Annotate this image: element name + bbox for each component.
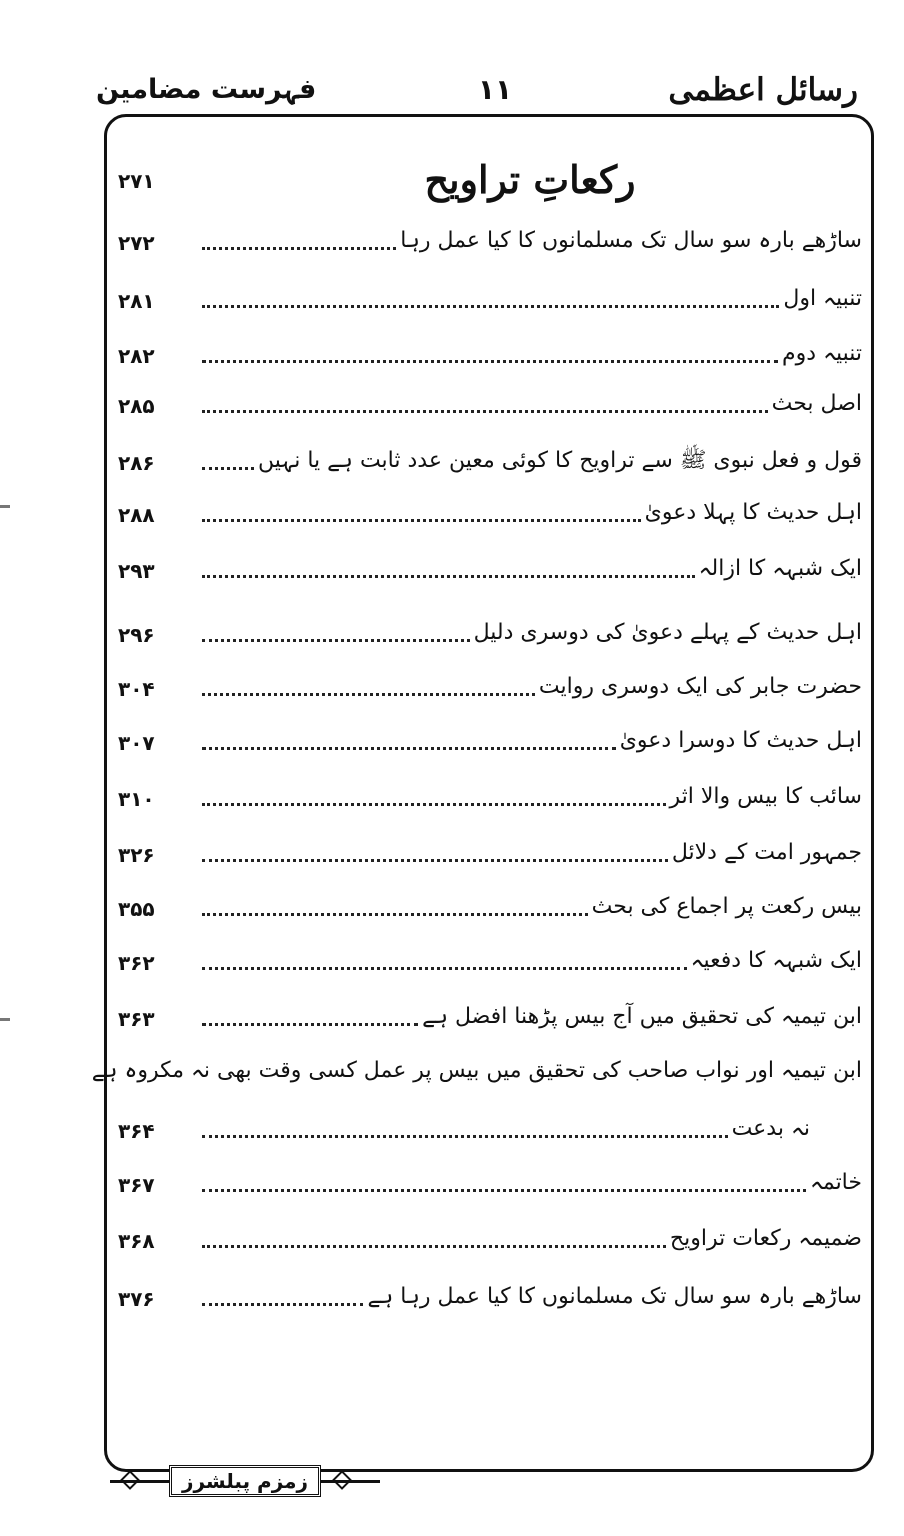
leader-dots — [202, 1189, 806, 1192]
toc-entry-page: ۲۸۵ — [118, 394, 155, 418]
toc-entry-text: ابن تیمیہ کی تحقیق میں آج بیس پڑھنا افضل ہے — [422, 1004, 862, 1029]
toc-entry-page: ۳۶۸ — [118, 1229, 155, 1253]
toc-entry-text: ایک شبہہ کا ازالہ — [698, 556, 862, 581]
toc-entry[interactable] — [112, 222, 862, 262]
header-contents-label: فہرست مضامین — [96, 74, 317, 105]
toc-entry-page: ۳۶۲ — [118, 951, 155, 975]
toc-entry[interactable] — [112, 668, 862, 708]
toc-entry-text: ساڑھے بارہ سو سال تک مسلمانوں کا کیا عمل رہا — [400, 228, 862, 253]
leader-dots — [202, 1245, 666, 1248]
leader-dots — [202, 639, 470, 642]
toc-entry-page: ۲۹۶ — [118, 623, 155, 647]
toc-entry-page: ۲۹۳ — [118, 559, 155, 583]
margin-tick — [0, 505, 10, 508]
leader-dots — [202, 410, 768, 413]
leader-dots — [202, 913, 588, 916]
leader-dots — [202, 803, 666, 806]
toc-entry-page: ۳۶۳ — [118, 1007, 155, 1031]
header-page-number: ۱۱ — [477, 73, 513, 106]
toc-entry[interactable] — [112, 834, 862, 874]
toc-entry-page: ۳۰۷ — [118, 731, 155, 755]
toc-entry-page: ۳۵۵ — [118, 897, 155, 921]
toc-entry[interactable] — [112, 385, 862, 425]
toc-entry[interactable] — [112, 550, 862, 590]
toc-entry-text: ضمیمہ رکعات تراویح — [669, 1226, 862, 1251]
toc-entry-page: ۳۱۰ — [118, 787, 155, 811]
toc-entry-text: تنبیہ اول — [783, 286, 862, 311]
toc-entry-page: ۳۶۴ — [118, 1119, 155, 1143]
leader-dots — [202, 747, 616, 750]
toc-entry-text: اہل حدیث کا دوسرا دعویٰ — [619, 728, 862, 753]
footer-ornament-right — [330, 1470, 354, 1490]
toc-entry-text: حضرت جابر کی ایک دوسری روایت — [538, 674, 862, 699]
toc-entry-page: ۲۸۱ — [118, 289, 155, 313]
header-book-title: رسائل اعظمی — [668, 72, 858, 108]
section-title: رکعاتِ تراویح — [424, 157, 636, 202]
toc-entry[interactable] — [112, 280, 862, 320]
leader-dots — [202, 693, 535, 696]
toc-entry[interactable] — [112, 942, 862, 982]
leader-dots — [202, 467, 254, 470]
toc-entry-page: ۲۸۲ — [118, 344, 155, 368]
toc-entry[interactable] — [112, 614, 862, 654]
toc-entry[interactable] — [112, 335, 862, 375]
toc-entry-page: ۳۷۶ — [118, 1287, 155, 1311]
toc-entry-text-line2: نہ بدعت — [731, 1116, 810, 1141]
toc-entry[interactable] — [112, 1164, 862, 1204]
toc-entry-text: قول و فعل نبوی ﷺ سے تراویح کا کوئی معین عدد ثابت ہے یا نہیں — [257, 448, 862, 473]
toc-entry-page: ۲۸۸ — [118, 503, 155, 527]
toc-entry-text: ایک شبہہ کا دفعیہ — [690, 948, 862, 973]
leader-dots — [202, 859, 668, 862]
toc-entry[interactable] — [112, 1220, 862, 1260]
toc-entry-text: بیس رکعت پر اجماع کی بحث — [591, 894, 862, 919]
toc-entry[interactable] — [112, 888, 862, 928]
publisher-name: زمزم پبلشرز — [169, 1465, 321, 1497]
publisher-footer — [150, 1464, 340, 1498]
leader-dots — [202, 967, 687, 970]
toc-entry-text: اہل حدیث کا پہلا دعویٰ — [644, 500, 862, 525]
leader-dots — [202, 247, 396, 250]
toc-entry[interactable] — [112, 494, 862, 534]
toc-entry-page: ۳۰۴ — [118, 677, 155, 701]
footer-ornament-left — [118, 1470, 142, 1490]
toc-entry[interactable] — [112, 1278, 862, 1318]
toc-entry-text: جمہور امت کے دلائل — [671, 840, 862, 865]
toc-entry-page: ۲۸۶ — [118, 451, 155, 475]
leader-dots — [202, 360, 778, 363]
margin-tick — [0, 1018, 10, 1021]
toc-entry-text: اصل بحث — [771, 391, 862, 416]
toc-entry-multiline[interactable] — [91, 1052, 862, 1096]
leader-dots — [202, 519, 641, 522]
toc-entry-text: ساڑھے بارہ سو سال تک مسلمانوں کا کیا عمل رہا ہے — [367, 1284, 862, 1309]
toc-entry-page: ۳۲۶ — [118, 843, 155, 867]
leader-dots — [202, 1135, 728, 1138]
toc-entry[interactable] — [112, 722, 862, 762]
toc-entry[interactable] — [112, 778, 862, 818]
leader-dots — [202, 575, 695, 578]
toc-entry[interactable] — [112, 998, 862, 1038]
toc-entry-text: سائب کا بیس والا اثر — [669, 784, 862, 809]
toc-entry-text: خاتمہ — [809, 1170, 862, 1195]
section-title-page: ۲۷۱ — [118, 169, 155, 193]
toc-entry-text: تنبیہ دوم — [782, 341, 862, 366]
toc-entry-multiline-end[interactable] — [112, 1110, 862, 1150]
toc-entry[interactable] — [112, 442, 862, 482]
leader-dots — [202, 1303, 363, 1306]
toc-entry-page: ۲۷۲ — [118, 231, 155, 255]
toc-entry-text: اہل حدیث کے پہلے دعویٰ کی دوسری دلیل — [473, 620, 862, 645]
toc-entry-page: ۳۶۷ — [118, 1173, 155, 1197]
toc-entry-text-line1: ابن تیمیہ اور نواب صاحب کی تحقیق میں بیس پر عمل کسی وقت بھی نہ مکروہ ہے — [91, 1058, 862, 1083]
leader-dots — [202, 1023, 418, 1026]
leader-dots — [202, 305, 779, 308]
